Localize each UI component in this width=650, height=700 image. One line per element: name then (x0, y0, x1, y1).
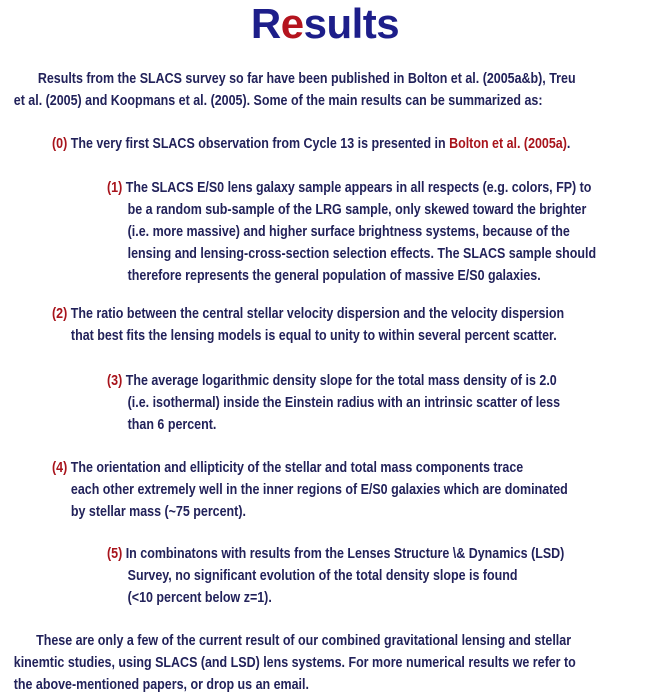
result-item-0-number: (0) (52, 136, 68, 152)
result-item-5 (107, 543, 564, 609)
title-part-2: e (280, 0, 304, 47)
result-item-2-line-1: (2) The ratio between the central stellar velocity dispersion and the velocity dispersion (52, 306, 565, 322)
result-item-3-line-3: than 6 percent. (127, 417, 217, 433)
result-item-4-line-1: (4) The orientation and ellipticity of the stellar and total mass components trace (52, 460, 524, 476)
title-part-3: s (303, 0, 327, 47)
outro-paragraph (0, 630, 576, 696)
outro-line-1: These are only a few of the current result of our combined gravitational lensing and stellar (36, 633, 572, 649)
outro-line-2: kinemtic studies, using SLACS (and LSD) lens systems. For more numerical results we refer to (13, 655, 576, 671)
intro-paragraph (0, 68, 576, 112)
result-item-5-line-3: (<10 percent below z=1). (127, 590, 272, 606)
result-item-4-line-3: by stellar mass (~75 percent). (70, 504, 246, 520)
result-item-1-line-1: (1) The SLACS E/S0 lens galaxy sample appears in all respects (e.g. colors, FP) to (107, 180, 592, 196)
bolton-reference-link[interactable]: Bolton et al. (2005a) (449, 136, 567, 152)
result-item-0-line-1: (0) The very first SLACS observation from Cycle 13 is presented in Bolton et al. (2005a). (52, 136, 571, 152)
intro-line-2: et al. (2005) and Koopmans et al. (2005). Some of the main results can be summarized as: (13, 93, 543, 109)
outro-line-3: the above-mentioned papers, or drop us an email. (13, 677, 309, 693)
result-item-1-number: (1) (107, 180, 123, 196)
result-item-3 (107, 370, 560, 436)
result-item-5-number: (5) (107, 546, 123, 562)
intro-line-1: Results from the SLACS survey so far have been published in Bolton et al. (2005a&b), Treu (37, 71, 576, 87)
result-item-4 (52, 457, 568, 523)
result-item-2-line-2: that best fits the lensing models is equal to unity to within several percent scatter. (70, 328, 557, 344)
result-item-4-line-2: each other extremely well in the inner regions of E/S0 galaxies which are dominated (70, 482, 568, 498)
result-item-2-number: (2) (52, 306, 68, 322)
page-title (0, 0, 650, 50)
result-item-1 (107, 177, 596, 287)
result-item-1-line-3: (i.e. more massive) and higher surface brightness systems, because of the (127, 224, 570, 240)
result-item-5-line-1: (5) In combinatons with results from the Lenses Structure \& Dynamics (LSD) (107, 546, 565, 562)
title-part-4: ults (326, 0, 400, 47)
result-item-1-line-2: be a random sub-sample of the LRG sample, only skewed toward the brighter (127, 202, 587, 218)
result-item-5-line-2: Survey, no significant evolution of the total density slope is found (127, 568, 518, 584)
result-item-3-line-1: (3) The average logarithmic density slope for the total mass density of is 2.0 (107, 373, 557, 389)
result-item-3-number: (3) (107, 373, 123, 389)
result-item-1-line-4: lensing and lensing-cross-section selection effects. The SLACS sample should (127, 246, 597, 262)
result-item-3-line-2: (i.e. isothermal) inside the Einstein radius with an intrinsic scatter of less (127, 395, 561, 411)
title-part-1: R (250, 0, 281, 47)
result-item-0 (52, 133, 570, 155)
result-item-2 (52, 303, 564, 347)
result-item-4-number: (4) (52, 460, 68, 476)
result-item-1-line-5: therefore represents the general population of massive E/S0 galaxies. (127, 268, 541, 284)
